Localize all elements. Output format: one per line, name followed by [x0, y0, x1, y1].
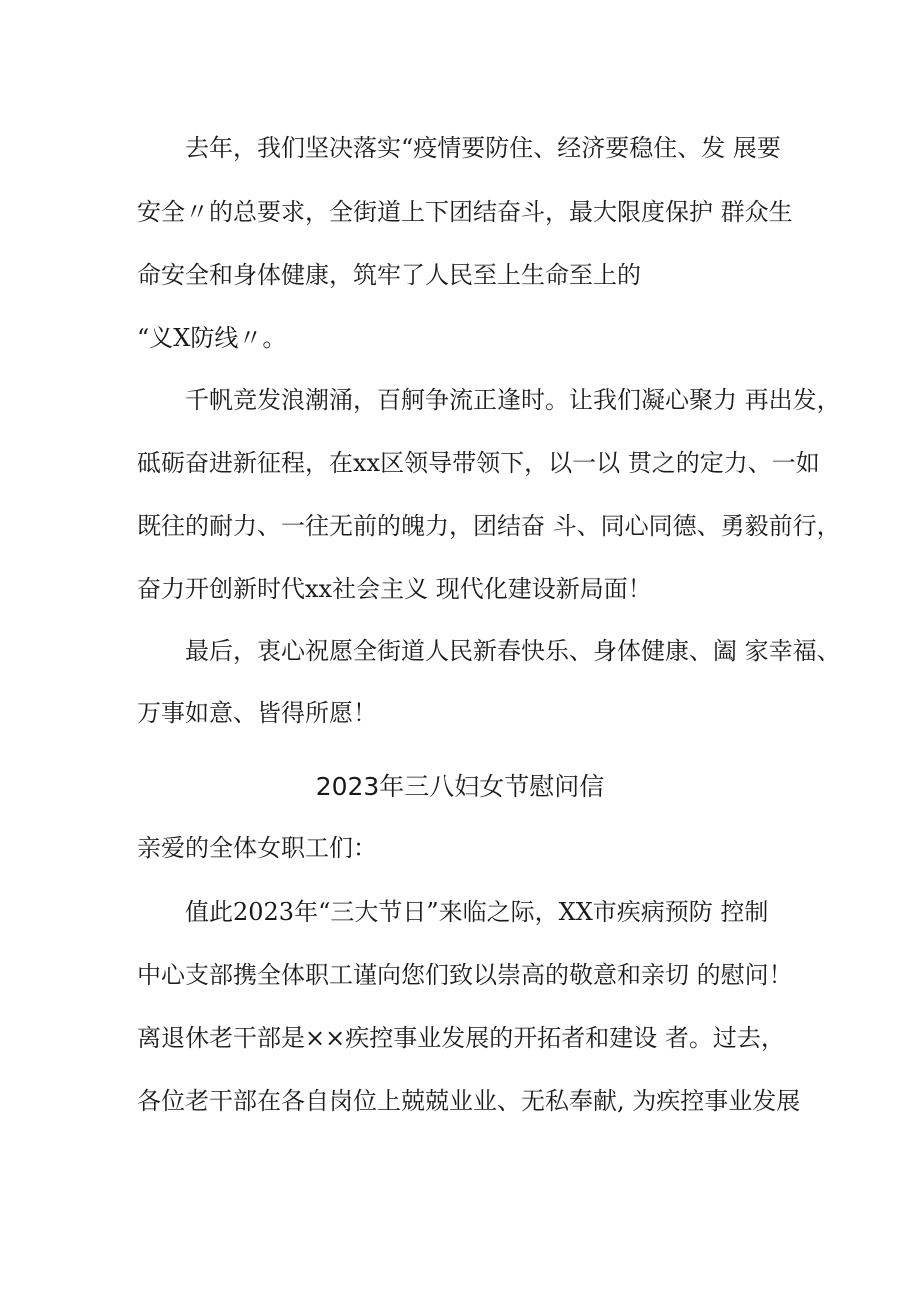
paragraph-3-line-1: 最后，衷心祝愿全街道人民新春快乐、身体健康、阖 家幸福、: [185, 637, 841, 665]
letter-line-1: 值此2023年“三大节日”来临之际，XX市疾病预防 控制: [185, 898, 769, 926]
letter-title: 2023年三八妇女节慰问信: [315, 772, 605, 801]
letter-line-3: 离退休老干部是××疾控事业发展的开拓者和建设 者。过去，: [137, 1024, 785, 1052]
letter-line-4: 各位老干部在各自岗位上兢兢业业、无私奉献, 为疾控事业发展: [137, 1087, 801, 1115]
paragraph-2-line-3: 既往的耐力、一往无前的魄力，团结奋 斗、同心同德、勇毅前行，: [137, 512, 841, 540]
paragraph-1-line-2: 安全〃的总要求，全街道上下团结奋斗，最大限度保护 群众生: [137, 198, 793, 226]
paragraph-1-line-3: 命安全和身体健康，筑牢了人民至上生命至上的: [137, 261, 641, 289]
paragraph-2-line-1: 千帆竞发浪潮涌，百舸争流正逢时。让我们凝心聚力 再出发，: [185, 386, 841, 414]
paragraph-1-line-4: “义X防线〃。: [137, 324, 287, 352]
letter-line-2: 中心支部携全体职工谨向您们致以崇高的敬意和亲切 的慰问！: [137, 961, 793, 989]
salutation: 亲爱的全体女职工们：: [137, 834, 377, 862]
paragraph-2-line-4: 奋力开创新时代xx社会主义 现代化建设新局面！: [137, 575, 652, 603]
paragraph-2-line-2: 砥砺奋进新征程，在xx区领导带领下，以一以 贯之的定力、一如: [137, 449, 820, 477]
paragraph-3-line-2: 万事如意、皆得所愿！: [137, 699, 377, 727]
paragraph-1-line-1: 去年，我们坚决落实“疫情要防住、经济要稳住、发 展要: [185, 134, 781, 162]
